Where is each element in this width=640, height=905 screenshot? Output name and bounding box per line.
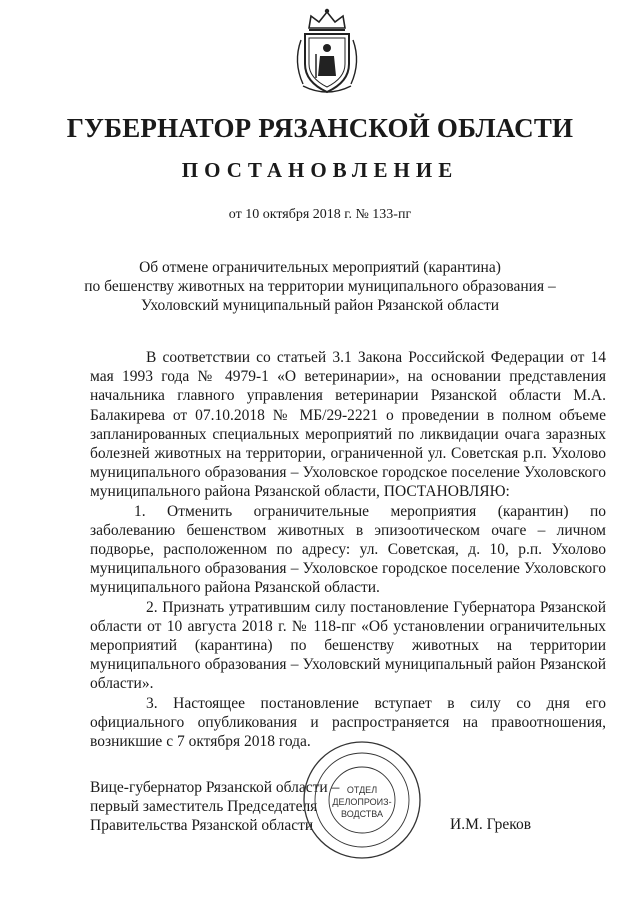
issuer-title: ГУБЕРНАТОР РЯЗАНСКОЙ ОБЛАСТИ: [66, 113, 574, 143]
coat-of-arms-icon: [289, 6, 365, 98]
document-date: от 10 октября 2018 г. № 133-пг: [228, 207, 412, 222]
subject-line: Ухоловский муниципальный район Рязанской области: [140, 297, 500, 314]
document-body: [90, 348, 606, 751]
office-stamp: [300, 738, 424, 862]
preamble-paragraph: В соответствии со статьей 3.1 Закона Российской Федерации от 14 мая 1993 года № 4979-1 «О ветеринарии», на основании представления начальника главного управления ветеринарии Рязанской области М.А. Балакирева от 07.10.2018 № МБ/29-2221 о проведении в полном объеме запланированных специальных мероприятий по ликвидации очага заразных болезней животных на территории, ограниченной ул. Советская р.п. Ухолово муниципального образования – Ухоловское городское поселение Ухоловского муниципального района Рязанской области, ПОСТАНОВЛЯЮ:: [90, 349, 606, 501]
signatory-line: Вице-губернатор Рязанской области –: [90, 779, 340, 796]
document-type: ПОСТАНОВЛЕНИЕ: [181, 158, 459, 182]
subject-line: по бешенству животных на территории муниципального образования –: [84, 278, 556, 295]
signatory-line: Правительства Рязанской области: [90, 817, 314, 834]
subject-line: Об отмене ограничительных мероприятий (карантина): [139, 259, 501, 276]
stamp-text: ДЕЛОПРОИЗ-: [332, 797, 392, 807]
stamp-text: ОТДЕЛ: [346, 785, 378, 795]
stamp-text: ВОДСТВА: [340, 809, 384, 819]
document-subject: [40, 258, 600, 315]
signatory-name: И.М. Греков: [450, 816, 532, 833]
signatory-line: первый заместитель Председателя: [90, 798, 318, 815]
clause-2: 2. Признать утратившим силу постановление Губернатора Рязанской области от 10 августа 2018 г. № 118-пг «Об установлении ограничительных мероприятий (карантина) по бешенству животных на территории муниципального образования – Ухоловский муниципальный район Рязанской области».: [90, 598, 606, 693]
clause-1: 1. Отменить ограничительные мероприятия (карантин) по заболеванию бешенством животных в эпизоотическом очаге – личном подворье, расположенном по адресу: ул. Советская, д. 10, р.п. Ухолово муниципального образования – Ухоловское городское поселение Ухоловского муниципального района Рязанской области.: [90, 502, 606, 597]
clause-3: 3. Настоящее постановление вступает в силу со дня его официального опубликования и распространяется на правоотношения, возникшие с 7 октября 2018 года.: [90, 694, 606, 751]
